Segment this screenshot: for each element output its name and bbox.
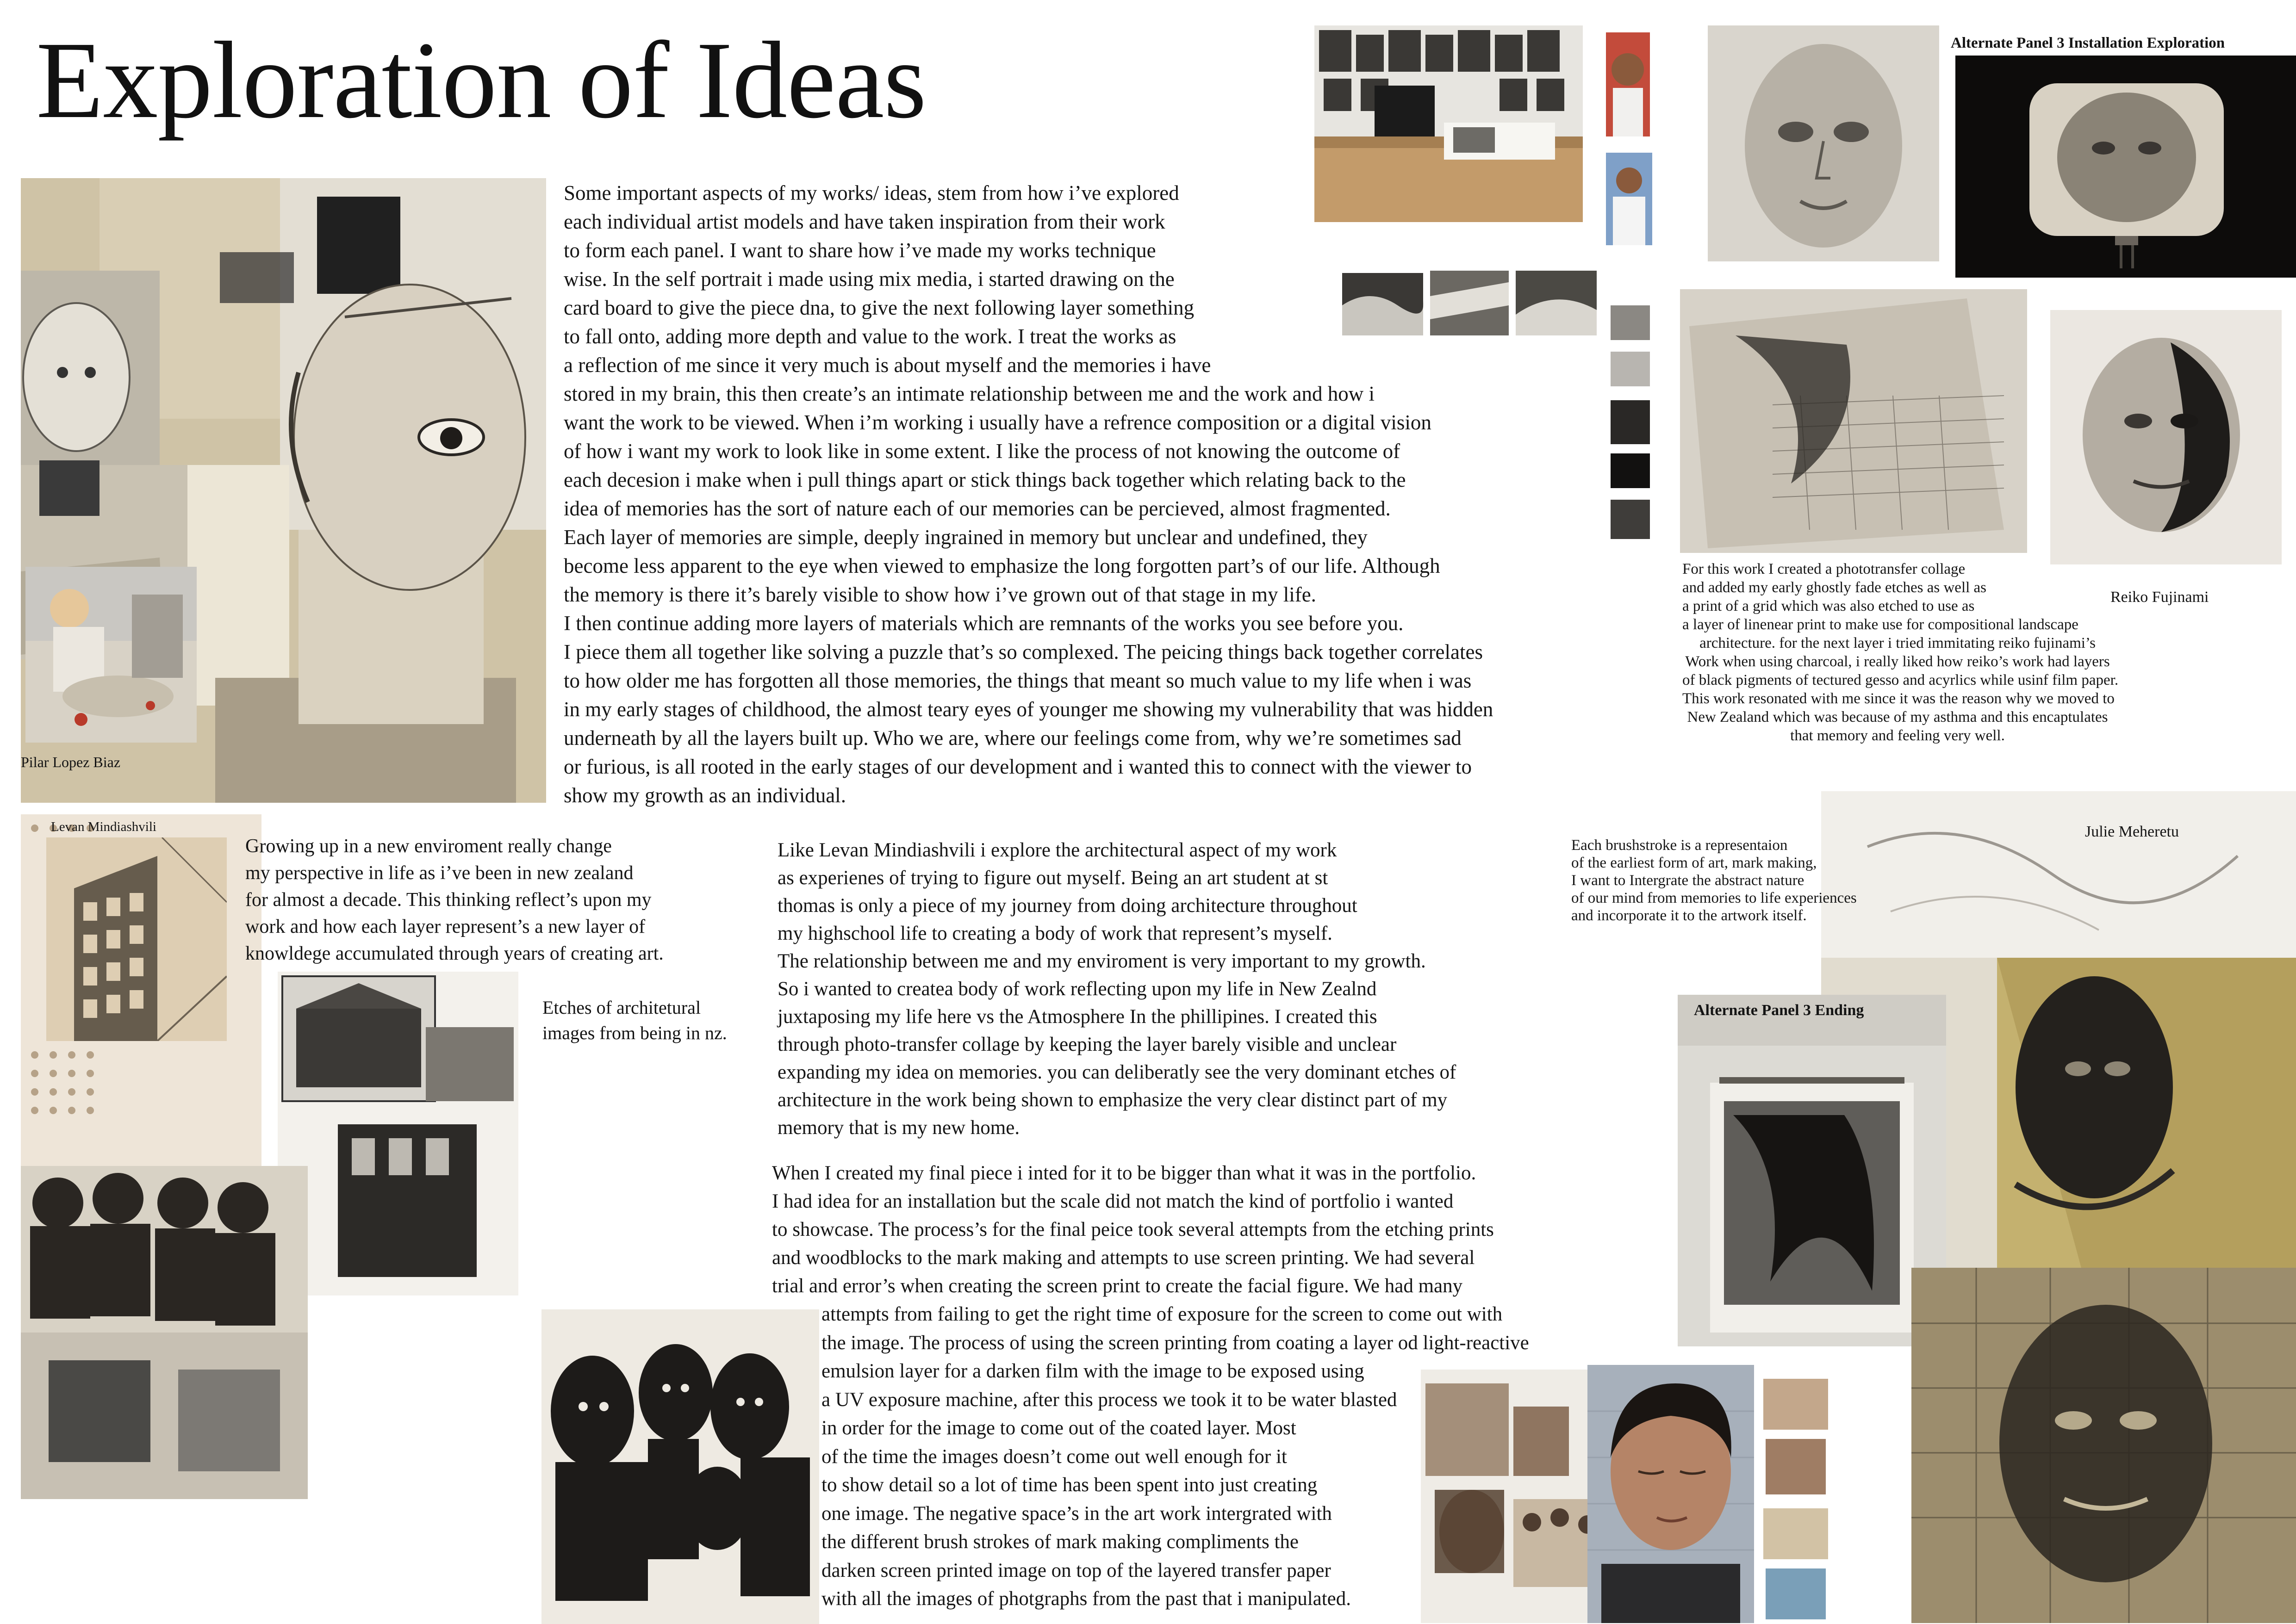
reiko-line: that memory and feeling very well. [1790, 727, 2005, 744]
brush-line: of the earliest form of art, mark making, [1571, 855, 1817, 871]
intro-line: to fall onto, adding more depth and value to the work. I treat the works as [564, 325, 1176, 348]
intro-line: I piece them all together like solving a puzzle that’s so complexed. The peicing things back together correlates [564, 640, 1483, 663]
intro-line: to how older me has forgotten all those memories, the things that meant so much value to my life when i was [564, 669, 1472, 692]
brush-line: and incorporate it to the artwork itself. [1571, 907, 1807, 924]
reiko-line: of black pigments of tectured gesso and acyrlics while usinf film paper. [1682, 672, 2119, 688]
reiko-line: For this work I created a phototransfer collage [1682, 561, 1966, 577]
intro-line: I then continue adding more layers of materials which are remnants of the works you see before you. [564, 612, 1404, 635]
intro-line: of how i want my work to look like in some extent. I like the process of not knowing the outcome of [564, 440, 1400, 463]
intro-line: card board to give the piece dna, to give the next following layer something [564, 296, 1195, 319]
growing-line: Growing up in a new enviroment really change [245, 836, 612, 857]
reiko-line: and added my early ghostly fade etches as well as [1682, 579, 1987, 596]
alt-installation-caption: Alternate Panel 3 Installation Exploration [1951, 35, 2225, 51]
growing-line: knowldege accumulated through years of creating art. [245, 943, 664, 964]
final-line: attempts from failing to get the right time of exposure for the screen to come out with [821, 1303, 1503, 1325]
levan-line: through photo-transfer collage by keeping the layer barely visible and unclear [778, 1034, 1397, 1055]
intro-line: want the work to be viewed. When i’m working i usually have a refrence composition or a digital vision [564, 411, 1431, 434]
final-line: with all the images of photgraphs from the past that i manipulated. [821, 1588, 1351, 1610]
alternate-ending-photo-image [1678, 995, 1946, 1346]
intro-paragraph [564, 179, 1493, 810]
reiko-line: This work resonated with me since it was the reason why we moved to [1682, 690, 2115, 707]
final-piece-paragraph-continued [821, 1300, 1529, 1613]
intro-line: wise. In the self portrait i made using mix media, i started drawing on the [564, 267, 1175, 291]
intro-line: a reflection of me since it very much is about myself and the memories i have [564, 353, 1211, 377]
vintage-family-photos-image [1761, 1370, 1830, 1623]
final-line: a UV exposure machine, after this process we took it to be water blasted [821, 1388, 1397, 1411]
reiko-line: a layer of linenear print to make use for compositional landscape [1682, 616, 2078, 633]
final-line: to show detail so a lot of time has been spent into just creating [821, 1474, 1318, 1496]
reiko-line: architecture. for the next layer i tried immitating reiko fujinami’s [1699, 635, 2096, 651]
intro-line: idea of memories has the sort of nature each of our memories can be percieved, almost fragmented. [564, 497, 1391, 520]
intro-line: each individual artist models and have taken inspiration from their work [564, 210, 1165, 233]
brushstroke-paragraph [1571, 837, 1857, 924]
intro-line: stored in my brain, this then create’s an intimate relationship between me and the work and how i [564, 382, 1375, 405]
final-piece-screen-print-image [1911, 1268, 2296, 1623]
pilar-caption: Pilar Lopez Biaz [21, 754, 121, 770]
intro-line: underneath by all the layers built up. Who we are, where our feelings come from, why we’re sometimes sad [564, 726, 1462, 750]
ghostly-face-etch-image [1708, 25, 1939, 261]
levan-line: juxtaposing my life here vs the Atmosphere In the phillipines. I created this [778, 1006, 1377, 1028]
intro-line: to form each panel. I want to share how i’ve made my works technique [564, 239, 1156, 262]
intro-line: each decesion i make when i pull things apart or stick things back together which relating back to the [564, 468, 1406, 491]
artist-portrait-photo-image [1587, 1365, 1754, 1623]
levan-line: as experienes of trying to figure out myself. Being an art student at st [778, 867, 1328, 889]
intro-line: show my growth as an individual. [564, 784, 846, 807]
reiko-line: New Zealand which was because of my asthma and this encaptulates [1687, 709, 2108, 725]
growing-line: my perspective in life as i’ve been in new zealand [245, 862, 634, 884]
intro-line: in my early stages of childhood, the almost teary eyes of younger me showing my vulnerability that was hidden [564, 698, 1493, 721]
intro-line: become less apparent to the eye when viewed to emphasize the long forgotten part’s of our life. Although [564, 554, 1440, 577]
final-line: emulsion layer for a darken film with the image to be exposed using [821, 1360, 1364, 1382]
pilar-lopez-biaz-painting-image [25, 567, 197, 743]
reiko-line: a print of a grid which was also etched to use as [1682, 598, 1975, 614]
intro-line: Each layer of memories are simple, deeply ingrained in memory but unclear and undefined, they [564, 526, 1368, 549]
levan-line: memory that is my new home. [778, 1117, 1020, 1139]
intro-line: the memory is there it’s barely visible to show how i’ve grown out of that stage in my life. [564, 583, 1316, 606]
brush-line: of our mind from memories to life experiences [1571, 890, 1857, 906]
ink-swatches-column-image [1608, 301, 1652, 541]
growing-up-paragraph [245, 833, 664, 967]
levan-line: expanding my idea on memories. you can deliberatly see the very dominant etches of [778, 1061, 1456, 1083]
etches-caption-line-1: Etches of architetural [542, 997, 701, 1018]
final-piece-paragraph [772, 1159, 1494, 1300]
final-line: in order for the image to come out of the coated layer. Most [821, 1417, 1296, 1439]
brush-line: Each brushstroke is a representaion [1571, 837, 1788, 854]
intro-line: or furious, is all rooted in the early stages of our development and i wanted this to connect with the viewer to [564, 755, 1472, 778]
final-line: one image. The negative space’s in the art work intergrated with [821, 1502, 1332, 1525]
etches-caption-line-2: images from being in nz. [542, 1023, 727, 1043]
final-line: I had idea for an installation but the scale did not match the kind of portfolio i wanted [772, 1190, 1454, 1212]
dotted-texture-collage-image [21, 814, 261, 1166]
brush-line: I want to Intergrate the abstract nature [1571, 872, 1804, 889]
levan-line: Like Levan Mindiashvili i explore the architectural aspect of my work [778, 839, 1337, 861]
reiko-line: Work when using charcoal, i really liked how reiko’s work had layers [1685, 653, 2110, 670]
levan-line: The relationship between me and my enviroment is very important to my growth. [778, 950, 1426, 972]
grid-phototransfer-collage-image [1680, 289, 2027, 553]
page-title: Exploration of Ideas [36, 19, 927, 141]
julie-caption: Julie Meheretu [2085, 823, 2179, 840]
final-line: darken screen printed image on top of the layered transfer paper [821, 1559, 1331, 1581]
levan-line: architecture in the work being shown to emphasize the very clear distinct part of my [778, 1089, 1448, 1111]
alt-ending-caption: Alternate Panel 3 Ending [1694, 1002, 1864, 1019]
final-line: the image. The process of using the screen printing from coating a layer od light-reactive [821, 1332, 1529, 1354]
growing-line: work and how each layer represent’s a new layer of [245, 916, 646, 937]
final-line: When I created my final piece i inted for it to be bigger than what it was in the portfolio. [772, 1162, 1476, 1184]
reiko-caption: Reiko Fujinami [2110, 589, 2209, 606]
final-line: the different brush strokes of mark making compliments the [821, 1531, 1299, 1553]
children-group-transfer-image [21, 1166, 308, 1499]
screen-print-group-image [541, 1309, 819, 1624]
reiko-fujinami-charcoal-image [2050, 310, 2282, 564]
final-line: to showcase. The process’s for the final peice took several attempts from the etching prints [772, 1219, 1494, 1240]
levan-line: thomas is only a piece of my journey from doing architecture throughout [778, 895, 1357, 917]
architectural-etch-prints-image [278, 972, 518, 1295]
levan-caption: Levan Mindiashvili [51, 819, 156, 834]
levan-line: my highschool life to creating a body of work that represent’s myself. [778, 923, 1332, 944]
intro-line: Some important aspects of my works/ ideas, stem from how i’ve explored [564, 181, 1179, 205]
child-photo-2-image [1606, 153, 1652, 245]
final-line: and woodblocks to the mark making and attempts to use screen printing. We had several [772, 1247, 1475, 1269]
alternate-installation-photo-image [1955, 56, 2296, 278]
growing-line: for almost a decade. This thinking reflect’s upon my [245, 889, 652, 911]
reiko-description-paragraph [1682, 560, 2119, 745]
final-line: trial and error’s when creating the screen print to create the facial figure. We had many [772, 1275, 1463, 1297]
levan-paragraph [778, 837, 1456, 1142]
child-photo-1-image [1606, 32, 1650, 136]
final-line: of the time the images doesn’t come out well enough for it [821, 1445, 1287, 1468]
levan-line: So i wanted to createa body of work reflecting upon my life in New Zealnd [778, 978, 1377, 1000]
